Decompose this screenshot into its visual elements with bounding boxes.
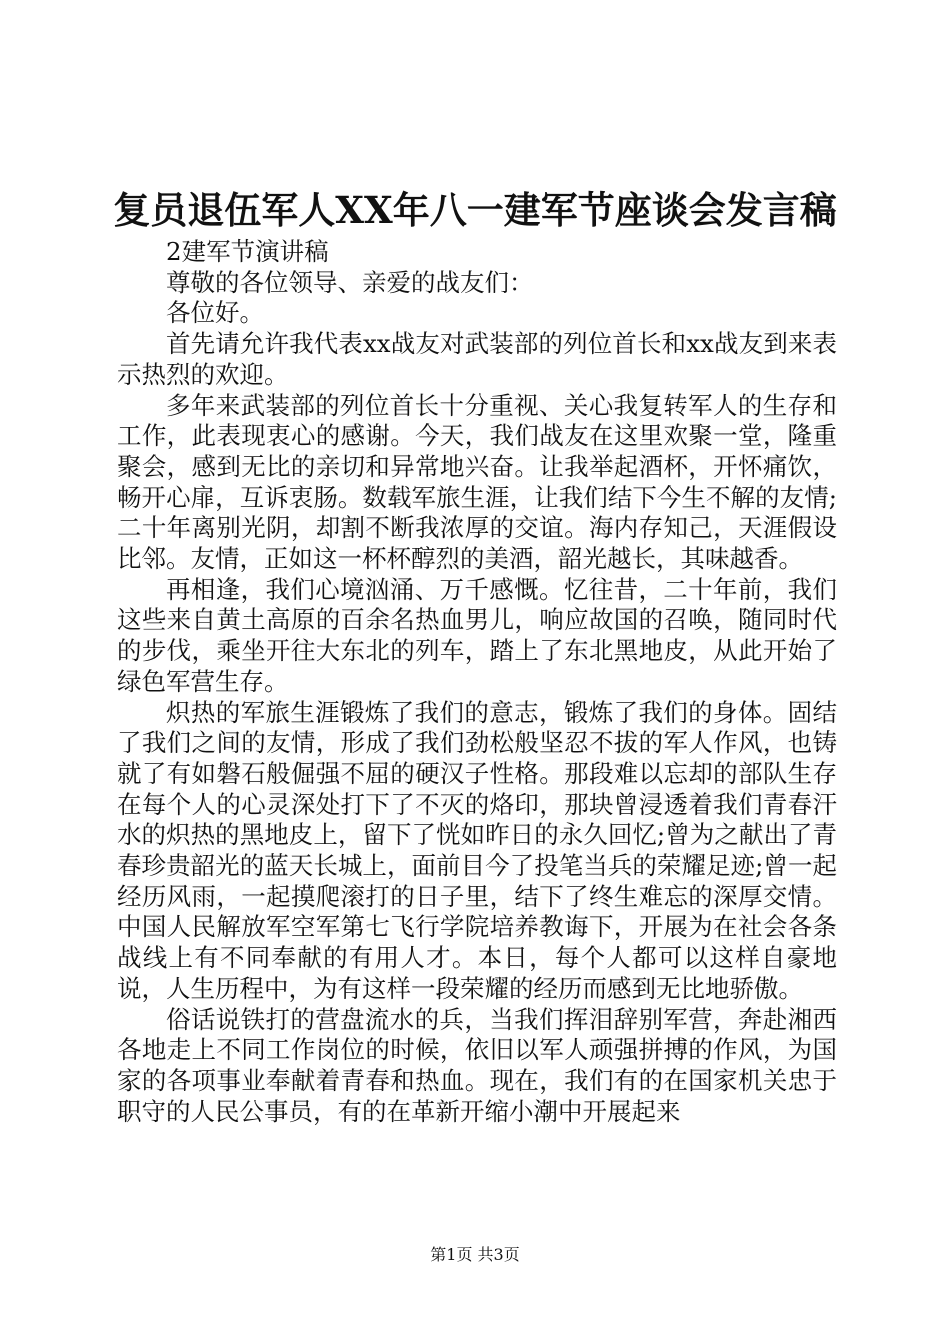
document-body <box>117 237 837 1127</box>
page-footer: 第1页 共3页 <box>430 1245 520 1264</box>
paragraph: 再相逢，我们心境汹涌、万千感慨。忆往昔，二十年前，我们这些来自黄土高原的百余名热血男儿，响应故国的召唤，随同时代的步伐，乘坐开往大东北的列车，踏上了东北黑地皮，从此开始了绿色军营生存。 <box>117 574 837 696</box>
page-title: 复员退伍军人XX年八一建军节座谈会发言稿 <box>113 188 837 232</box>
paragraph-subtitle: 2建军节演讲稿 <box>166 237 329 266</box>
paragraph: 炽热的军旅生涯锻炼了我们的意志，锻炼了我们的身体。固结了我们之间的友情，形成了我们劲松般坚忍不拔的军人作风，也铸就了有如磐石般倔强不屈的硬汉子性格。那段难以忘却的部队生存在每个人的心灵深处打下了不灭的烙印，那块曾浸透着我们青春汗水的炽热的黑地皮上，留下了恍如昨日的永久回忆;曾为之献出了青春珍贵韶光的蓝天长城上，面前目今了投笔当兵的荣耀足迹;曾一起经历风雨，一起摸爬滚打的日子里，结下了终生难忘的深厚交情。中国人民解放军空军第七飞行学院培养教诲下，开展为在社会各条战线上有不同奉献的有用人才。本日，每个人都可以这样自豪地说，人生历程中，为有这样一段荣耀的经历而感到无比地骄傲。 <box>117 697 837 1003</box>
paragraph-greeting: 各位好。 <box>166 298 264 328</box>
paragraph: 多年来武装部的列位首长十分重视、关心我复转军人的生存和工作，此表现衷心的感谢。今天，我们战友在这里欢聚一堂，隆重聚会，感到无比的亲切和异常地兴奋。让我举起酒杯，开怀痛饮，畅开心扉，互诉衷肠。数载军旅生涯，让我们结下今生不解的友情;二十年离别光阴，却割不断我浓厚的交谊。海内存知己，天涯假设比邻。友情，正如这一杯杯醇烈的美酒，韶光越长，其味越香。 <box>117 390 837 574</box>
paragraph-salutation: 尊敬的各位领导、亲爱的战友们： <box>166 267 534 297</box>
paragraph: 首先请允许我代表xx战友对武装部的列位首长和xx战友到来表示热烈的欢迎。 <box>117 329 837 389</box>
paragraph: 俗话说铁打的营盘流水的兵，当我们挥泪辞别军营，奔赴湘西各地走上不同工作岗位的时候，依旧以军人顽强拼搏的作风，为国家的各项事业奉献着青春和热血。现在，我们有的在国家机关忠于职守的人民公事员，有的在革新开缩小潮中开展起来 <box>117 1004 837 1126</box>
